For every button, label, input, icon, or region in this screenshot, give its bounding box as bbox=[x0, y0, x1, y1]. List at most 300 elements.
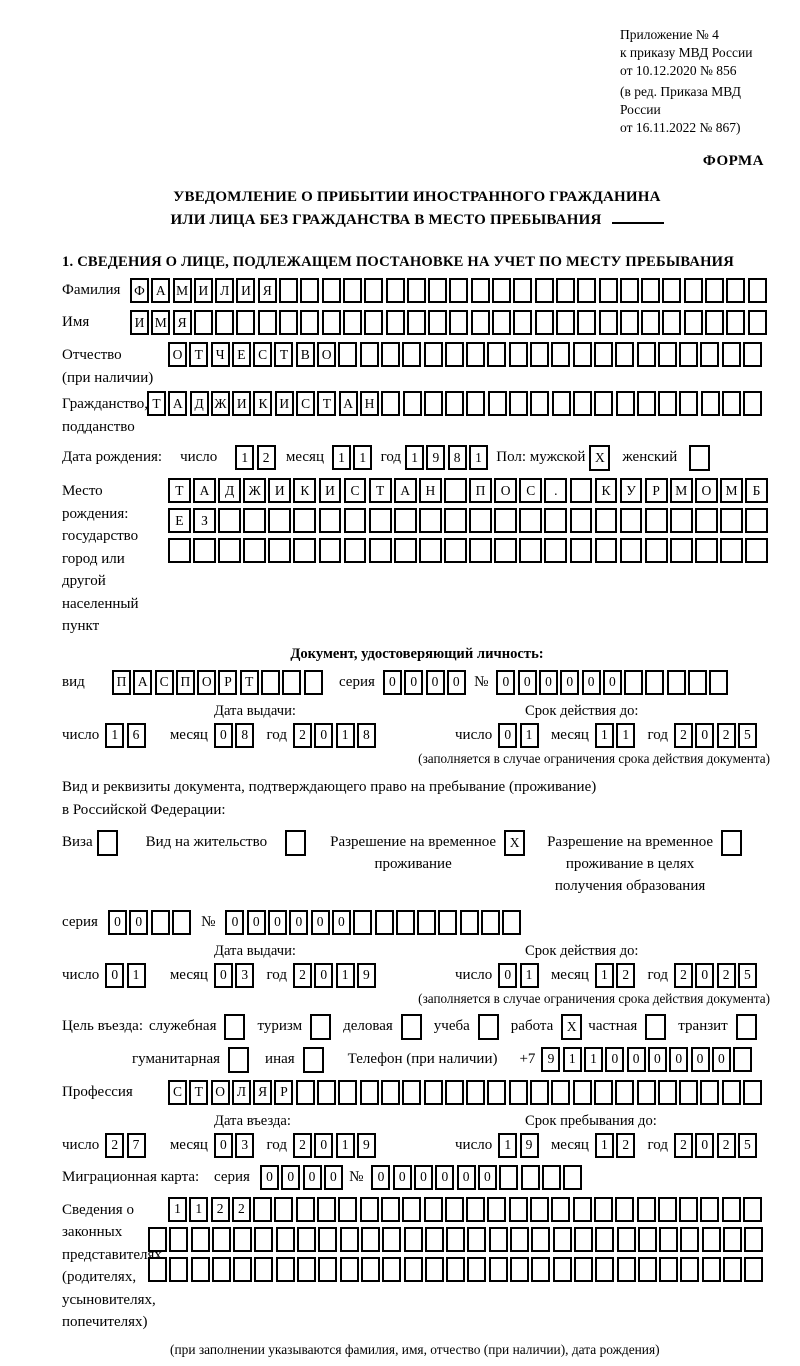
cell[interactable] bbox=[297, 1227, 316, 1252]
cell[interactable] bbox=[403, 391, 422, 416]
cell[interactable] bbox=[620, 538, 643, 563]
cell[interactable] bbox=[212, 1227, 231, 1252]
cell[interactable] bbox=[386, 310, 405, 335]
cell[interactable]: 0 bbox=[695, 723, 714, 748]
cell[interactable]: 0 bbox=[582, 670, 601, 695]
cell[interactable] bbox=[224, 1014, 245, 1040]
cell[interactable] bbox=[723, 1227, 742, 1252]
cell[interactable] bbox=[319, 508, 342, 533]
cell[interactable] bbox=[310, 1014, 331, 1040]
doc-kind-cells[interactable] bbox=[112, 670, 325, 695]
cell[interactable] bbox=[509, 391, 528, 416]
cell[interactable] bbox=[172, 910, 191, 935]
cell[interactable] bbox=[445, 342, 464, 367]
cell[interactable] bbox=[701, 391, 720, 416]
cell[interactable] bbox=[449, 310, 468, 335]
cell[interactable] bbox=[279, 278, 298, 303]
cell[interactable] bbox=[513, 278, 532, 303]
cell[interactable] bbox=[428, 278, 447, 303]
cell[interactable]: 6 bbox=[127, 723, 146, 748]
cell[interactable]: 0 bbox=[214, 963, 233, 988]
cell[interactable]: 0 bbox=[129, 910, 148, 935]
cell[interactable]: Е bbox=[168, 508, 191, 533]
cell[interactable]: 1 bbox=[405, 445, 424, 470]
cell[interactable] bbox=[637, 342, 656, 367]
cell[interactable] bbox=[361, 1257, 380, 1282]
cell[interactable] bbox=[469, 538, 492, 563]
cell[interactable]: 1 bbox=[336, 1133, 355, 1158]
cell[interactable] bbox=[638, 1257, 657, 1282]
cell[interactable] bbox=[340, 1227, 359, 1252]
patronymic-cells[interactable] bbox=[168, 342, 764, 367]
cell[interactable]: 8 bbox=[357, 723, 376, 748]
cell[interactable] bbox=[615, 1197, 634, 1222]
cell[interactable] bbox=[424, 342, 443, 367]
cell[interactable]: 0 bbox=[225, 910, 244, 935]
cell[interactable] bbox=[258, 310, 277, 335]
cell[interactable]: П bbox=[176, 670, 195, 695]
residence-issue-month-cells[interactable] bbox=[214, 963, 257, 988]
cell[interactable]: Д bbox=[190, 391, 209, 416]
cell[interactable] bbox=[419, 508, 442, 533]
cell[interactable] bbox=[570, 508, 593, 533]
cell[interactable] bbox=[338, 1197, 357, 1222]
cell[interactable] bbox=[444, 478, 467, 503]
cell[interactable]: 9 bbox=[426, 445, 445, 470]
cell[interactable]: 2 bbox=[232, 1197, 251, 1222]
cell[interactable] bbox=[317, 1080, 336, 1105]
cell[interactable]: Я bbox=[253, 1080, 272, 1105]
cell[interactable]: Л bbox=[232, 1080, 251, 1105]
purpose-transit-checkbox[interactable] bbox=[736, 1014, 757, 1040]
cell[interactable] bbox=[624, 670, 643, 695]
representatives-cells-row1[interactable] bbox=[168, 1197, 766, 1222]
cell[interactable] bbox=[530, 1080, 549, 1105]
entry-day-cells[interactable] bbox=[105, 1133, 148, 1158]
cell[interactable] bbox=[338, 1080, 357, 1105]
cell[interactable]: О bbox=[317, 342, 336, 367]
profession-cells[interactable] bbox=[168, 1080, 764, 1105]
cell[interactable] bbox=[721, 830, 742, 856]
cell[interactable] bbox=[574, 1257, 593, 1282]
cell[interactable] bbox=[574, 1227, 593, 1252]
cell[interactable] bbox=[620, 310, 639, 335]
purpose-tourism-checkbox[interactable] bbox=[310, 1014, 331, 1040]
cell[interactable] bbox=[148, 1227, 167, 1252]
cell[interactable] bbox=[599, 278, 618, 303]
cell[interactable] bbox=[637, 1080, 656, 1105]
cell[interactable] bbox=[722, 1197, 741, 1222]
cell[interactable] bbox=[381, 1197, 400, 1222]
cell[interactable] bbox=[679, 342, 698, 367]
cell[interactable]: 0 bbox=[539, 670, 558, 695]
cell[interactable]: . bbox=[544, 478, 567, 503]
birth-day-cells[interactable] bbox=[235, 445, 278, 470]
representatives-cells-row2[interactable] bbox=[148, 1227, 766, 1252]
cell[interactable] bbox=[489, 1257, 508, 1282]
cell[interactable]: 2 bbox=[674, 963, 693, 988]
cell[interactable]: 0 bbox=[214, 1133, 233, 1158]
cell[interactable] bbox=[658, 391, 677, 416]
cell[interactable] bbox=[445, 1197, 464, 1222]
cell[interactable]: X bbox=[589, 445, 610, 471]
cell[interactable]: 0 bbox=[393, 1165, 412, 1190]
cell[interactable]: 1 bbox=[332, 445, 351, 470]
cell[interactable]: Ф bbox=[130, 278, 149, 303]
cell[interactable] bbox=[645, 508, 668, 533]
residence-issue-year-cells[interactable] bbox=[293, 963, 378, 988]
cell[interactable]: Т bbox=[168, 478, 191, 503]
cell[interactable] bbox=[254, 1257, 273, 1282]
cell[interactable]: 7 bbox=[127, 1133, 146, 1158]
cell[interactable] bbox=[364, 310, 383, 335]
cell[interactable]: С bbox=[519, 478, 542, 503]
cell[interactable] bbox=[645, 538, 668, 563]
cell[interactable] bbox=[487, 1080, 506, 1105]
cell[interactable] bbox=[573, 342, 592, 367]
cell[interactable] bbox=[615, 342, 634, 367]
cell[interactable] bbox=[499, 1165, 518, 1190]
cell[interactable]: 0 bbox=[447, 670, 466, 695]
cell[interactable] bbox=[535, 278, 554, 303]
cell[interactable] bbox=[344, 508, 367, 533]
cell[interactable]: А bbox=[133, 670, 152, 695]
cell[interactable] bbox=[688, 670, 707, 695]
cell[interactable] bbox=[467, 1257, 486, 1282]
cell[interactable] bbox=[551, 342, 570, 367]
cell[interactable] bbox=[417, 910, 436, 935]
cell[interactable] bbox=[658, 342, 677, 367]
residence-permit-checkbox[interactable] bbox=[285, 830, 306, 856]
cell[interactable] bbox=[97, 830, 118, 856]
cell[interactable] bbox=[530, 342, 549, 367]
cell[interactable]: О bbox=[168, 342, 187, 367]
cell[interactable]: 0 bbox=[303, 1165, 322, 1190]
cell[interactable]: 1 bbox=[520, 723, 539, 748]
cell[interactable]: Т bbox=[189, 1080, 208, 1105]
cell[interactable] bbox=[268, 508, 291, 533]
temp-residence-education-checkbox[interactable] bbox=[721, 830, 742, 856]
cell[interactable]: 0 bbox=[108, 910, 127, 935]
cell[interactable]: Т bbox=[274, 342, 293, 367]
cell[interactable]: 0 bbox=[695, 963, 714, 988]
cell[interactable] bbox=[364, 278, 383, 303]
cell[interactable]: 1 bbox=[584, 1047, 603, 1072]
cell[interactable] bbox=[743, 1080, 762, 1105]
cell[interactable]: Т bbox=[189, 342, 208, 367]
cell[interactable]: И bbox=[194, 278, 213, 303]
cell[interactable]: 0 bbox=[426, 670, 445, 695]
cell[interactable] bbox=[318, 1257, 337, 1282]
cell[interactable]: 0 bbox=[435, 1165, 454, 1190]
cell[interactable] bbox=[551, 1080, 570, 1105]
cell[interactable] bbox=[530, 1197, 549, 1222]
identity-valid-day-cells[interactable] bbox=[498, 723, 541, 748]
cell[interactable] bbox=[695, 538, 718, 563]
cell[interactable]: 1 bbox=[595, 723, 614, 748]
cell[interactable]: В bbox=[296, 342, 315, 367]
residence-valid-day-cells[interactable] bbox=[498, 963, 541, 988]
cell[interactable]: 0 bbox=[605, 1047, 624, 1072]
birthplace-cells-row1[interactable] bbox=[168, 478, 770, 503]
cell[interactable] bbox=[297, 1257, 316, 1282]
cell[interactable]: 0 bbox=[498, 723, 517, 748]
purpose-humanitarian-checkbox[interactable] bbox=[228, 1047, 249, 1073]
cell[interactable] bbox=[343, 310, 362, 335]
cell[interactable]: 2 bbox=[211, 1197, 230, 1222]
cell[interactable] bbox=[446, 1227, 465, 1252]
cell[interactable]: Ж bbox=[243, 478, 266, 503]
cell[interactable] bbox=[360, 342, 379, 367]
cell[interactable] bbox=[360, 1197, 379, 1222]
cell[interactable] bbox=[446, 1257, 465, 1282]
cell[interactable] bbox=[748, 278, 767, 303]
cell[interactable]: 2 bbox=[293, 963, 312, 988]
cell[interactable] bbox=[469, 508, 492, 533]
cell[interactable] bbox=[212, 1257, 231, 1282]
cell[interactable]: 0 bbox=[281, 1165, 300, 1190]
cell[interactable] bbox=[236, 310, 255, 335]
cell[interactable]: 2 bbox=[105, 1133, 124, 1158]
cell[interactable] bbox=[509, 1197, 528, 1222]
cell[interactable] bbox=[300, 310, 319, 335]
sex-female-checkbox[interactable] bbox=[689, 445, 710, 471]
cell[interactable] bbox=[542, 1165, 561, 1190]
stay-year-cells[interactable] bbox=[674, 1133, 759, 1158]
cell[interactable] bbox=[449, 278, 468, 303]
cell[interactable]: 0 bbox=[314, 1133, 333, 1158]
cell[interactable] bbox=[445, 391, 464, 416]
cell[interactable] bbox=[620, 508, 643, 533]
cell[interactable] bbox=[424, 1080, 443, 1105]
cell[interactable] bbox=[726, 278, 745, 303]
cell[interactable]: 0 bbox=[260, 1165, 279, 1190]
cell[interactable] bbox=[293, 508, 316, 533]
cell[interactable] bbox=[466, 1080, 485, 1105]
cell[interactable] bbox=[544, 508, 567, 533]
cell[interactable]: 0 bbox=[404, 670, 423, 695]
cell[interactable]: 9 bbox=[357, 963, 376, 988]
cell[interactable]: Е bbox=[232, 342, 251, 367]
cell[interactable] bbox=[407, 278, 426, 303]
cell[interactable] bbox=[641, 310, 660, 335]
cell[interactable] bbox=[702, 1257, 721, 1282]
cell[interactable] bbox=[425, 1257, 444, 1282]
identity-issue-month-cells[interactable] bbox=[214, 723, 257, 748]
cell[interactable] bbox=[502, 910, 521, 935]
cell[interactable]: Н bbox=[419, 478, 442, 503]
cell[interactable] bbox=[194, 310, 213, 335]
cell[interactable]: 0 bbox=[695, 1133, 714, 1158]
cell[interactable] bbox=[494, 538, 517, 563]
cell[interactable]: 0 bbox=[669, 1047, 688, 1072]
cell[interactable]: 1 bbox=[498, 1133, 517, 1158]
cell[interactable] bbox=[303, 1047, 324, 1073]
cell[interactable] bbox=[531, 1227, 550, 1252]
cell[interactable] bbox=[662, 278, 681, 303]
identity-issue-day-cells[interactable] bbox=[105, 723, 148, 748]
cell[interactable] bbox=[722, 1080, 741, 1105]
cell[interactable]: К bbox=[595, 478, 618, 503]
visa-checkbox[interactable] bbox=[97, 830, 118, 856]
cell[interactable] bbox=[702, 1227, 721, 1252]
cell[interactable] bbox=[489, 1227, 508, 1252]
birth-month-cells[interactable] bbox=[332, 445, 375, 470]
cell[interactable]: 0 bbox=[648, 1047, 667, 1072]
cell[interactable] bbox=[577, 310, 596, 335]
cell[interactable]: А bbox=[193, 478, 216, 503]
cell[interactable] bbox=[723, 1257, 742, 1282]
cell[interactable]: Т bbox=[317, 391, 336, 416]
cell[interactable]: 0 bbox=[498, 963, 517, 988]
cell[interactable] bbox=[709, 670, 728, 695]
cell[interactable] bbox=[218, 538, 241, 563]
cell[interactable] bbox=[744, 1227, 763, 1252]
cell[interactable] bbox=[700, 1080, 719, 1105]
cell[interactable] bbox=[743, 342, 762, 367]
cell[interactable]: 2 bbox=[717, 1133, 736, 1158]
cell[interactable] bbox=[254, 1227, 273, 1252]
cell[interactable] bbox=[353, 910, 372, 935]
cell[interactable] bbox=[684, 278, 703, 303]
cell[interactable] bbox=[467, 1227, 486, 1252]
cell[interactable] bbox=[471, 310, 490, 335]
cell[interactable]: И bbox=[236, 278, 255, 303]
cell[interactable] bbox=[530, 391, 549, 416]
cell[interactable] bbox=[615, 1080, 634, 1105]
cell[interactable] bbox=[261, 670, 280, 695]
cell[interactable]: Р bbox=[218, 670, 237, 695]
cell[interactable] bbox=[191, 1227, 210, 1252]
cell[interactable]: 2 bbox=[674, 723, 693, 748]
cell[interactable] bbox=[438, 910, 457, 935]
cell[interactable] bbox=[274, 1197, 293, 1222]
cell[interactable] bbox=[509, 342, 528, 367]
cell[interactable] bbox=[662, 310, 681, 335]
cell[interactable] bbox=[466, 391, 485, 416]
cell[interactable] bbox=[519, 538, 542, 563]
cell[interactable]: С bbox=[296, 391, 315, 416]
cell[interactable] bbox=[268, 538, 291, 563]
cell[interactable]: 1 bbox=[336, 723, 355, 748]
cell[interactable] bbox=[617, 1227, 636, 1252]
cell[interactable]: У bbox=[620, 478, 643, 503]
cell[interactable] bbox=[594, 1080, 613, 1105]
cell[interactable]: С bbox=[168, 1080, 187, 1105]
cell[interactable] bbox=[282, 670, 301, 695]
cell[interactable] bbox=[700, 342, 719, 367]
cell[interactable] bbox=[381, 391, 400, 416]
cell[interactable]: 9 bbox=[357, 1133, 376, 1158]
cell[interactable] bbox=[670, 538, 693, 563]
cell[interactable]: 9 bbox=[520, 1133, 539, 1158]
cell[interactable] bbox=[733, 1047, 752, 1072]
purpose-official-checkbox[interactable] bbox=[224, 1014, 245, 1040]
cell[interactable] bbox=[670, 508, 693, 533]
cell[interactable] bbox=[594, 342, 613, 367]
cell[interactable] bbox=[594, 1197, 613, 1222]
cell[interactable] bbox=[556, 310, 575, 335]
cell[interactable] bbox=[743, 391, 762, 416]
stay-day-cells[interactable] bbox=[498, 1133, 541, 1158]
cell[interactable] bbox=[478, 1014, 499, 1040]
cell[interactable]: 0 bbox=[105, 963, 124, 988]
cell[interactable] bbox=[553, 1257, 572, 1282]
cell[interactable]: 2 bbox=[293, 1133, 312, 1158]
cell[interactable] bbox=[513, 310, 532, 335]
cell[interactable] bbox=[396, 910, 415, 935]
cell[interactable] bbox=[317, 1197, 336, 1222]
cell[interactable] bbox=[679, 1080, 698, 1105]
cell[interactable] bbox=[402, 342, 421, 367]
cell[interactable] bbox=[494, 508, 517, 533]
cell[interactable] bbox=[381, 1080, 400, 1105]
purpose-other-checkbox[interactable] bbox=[303, 1047, 324, 1073]
cell[interactable]: 0 bbox=[268, 910, 287, 935]
cell[interactable]: 0 bbox=[311, 910, 330, 935]
purpose-private-checkbox[interactable] bbox=[645, 1014, 666, 1040]
cell[interactable] bbox=[521, 1165, 540, 1190]
cell[interactable]: 5 bbox=[738, 963, 757, 988]
cell[interactable] bbox=[492, 310, 511, 335]
cell[interactable] bbox=[680, 1227, 699, 1252]
cell[interactable] bbox=[471, 278, 490, 303]
cell[interactable]: 1 bbox=[616, 723, 635, 748]
cell[interactable]: 3 bbox=[235, 1133, 254, 1158]
cell[interactable] bbox=[595, 1257, 614, 1282]
cell[interactable] bbox=[340, 1257, 359, 1282]
cell[interactable] bbox=[748, 310, 767, 335]
cell[interactable] bbox=[535, 310, 554, 335]
cell[interactable] bbox=[243, 538, 266, 563]
cell[interactable] bbox=[705, 310, 724, 335]
cell[interactable]: С bbox=[344, 478, 367, 503]
cell[interactable] bbox=[551, 1197, 570, 1222]
cell[interactable]: К bbox=[293, 478, 316, 503]
cell[interactable]: Н bbox=[360, 391, 379, 416]
cell[interactable] bbox=[659, 1227, 678, 1252]
cell[interactable]: И bbox=[232, 391, 251, 416]
cell[interactable] bbox=[361, 1227, 380, 1252]
cell[interactable] bbox=[243, 508, 266, 533]
cell[interactable]: 2 bbox=[717, 963, 736, 988]
cell[interactable]: 0 bbox=[371, 1165, 390, 1190]
cell[interactable]: 1 bbox=[336, 963, 355, 988]
cell[interactable] bbox=[616, 391, 635, 416]
cell[interactable] bbox=[300, 278, 319, 303]
cell[interactable]: 1 bbox=[469, 445, 488, 470]
cell[interactable] bbox=[369, 508, 392, 533]
cell[interactable] bbox=[375, 910, 394, 935]
cell[interactable] bbox=[667, 670, 686, 695]
cell[interactable] bbox=[296, 1080, 315, 1105]
cell[interactable]: О bbox=[197, 670, 216, 695]
cell[interactable] bbox=[658, 1080, 677, 1105]
cell[interactable]: 5 bbox=[738, 1133, 757, 1158]
cell[interactable] bbox=[599, 310, 618, 335]
cell[interactable]: П bbox=[112, 670, 131, 695]
cell[interactable]: X bbox=[561, 1014, 582, 1040]
cell[interactable]: Ч bbox=[211, 342, 230, 367]
migration-number-cells[interactable] bbox=[371, 1165, 584, 1190]
cell[interactable] bbox=[595, 1227, 614, 1252]
cell[interactable]: 0 bbox=[518, 670, 537, 695]
cell[interactable]: 1 bbox=[105, 723, 124, 748]
cell[interactable] bbox=[645, 670, 664, 695]
cell[interactable]: Т bbox=[369, 478, 392, 503]
cell[interactable]: Я bbox=[258, 278, 277, 303]
cell[interactable]: 2 bbox=[674, 1133, 693, 1158]
